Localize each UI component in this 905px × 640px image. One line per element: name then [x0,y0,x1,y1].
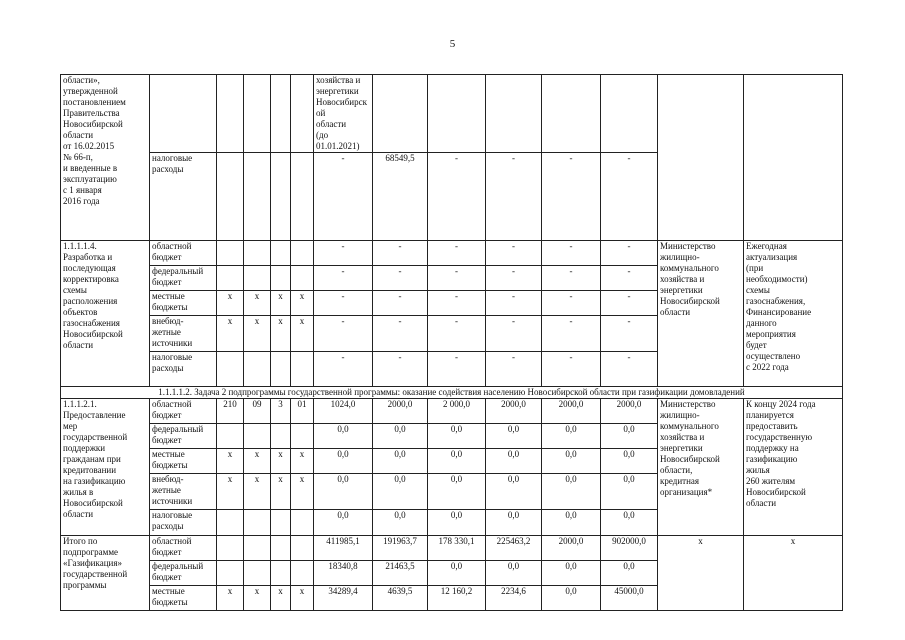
code-cell: х [244,449,271,474]
value-cell: 4639,5 [373,586,428,611]
value-cell: 0,0 [486,474,542,510]
value-cell: - [542,266,601,291]
value-cell: - [601,153,658,241]
code-cell [244,75,271,153]
funding-source: областной бюджет [150,241,217,266]
value-cell: 178 330,1 [428,536,486,561]
value-cell: - [486,291,542,316]
value-cell: 0,0 [373,474,428,510]
code-cell [217,241,244,266]
code-cell [271,241,291,266]
value-cell: - [428,153,486,241]
code-cell [244,241,271,266]
result-cell: х [744,536,843,611]
funding-source: федеральный бюджет [150,424,217,449]
value-cell: 0,0 [314,474,373,510]
value-cell: 191963,7 [373,536,428,561]
code-cell [244,536,271,561]
value-cell: 0,0 [601,474,658,510]
code-cell: х [244,586,271,611]
value-cell: - [373,266,428,291]
value-cell: 225463,2 [486,536,542,561]
funding-source: федеральный бюджет [150,561,217,586]
funding-source: областной бюджет [150,399,217,424]
total-name: Итого по подпрограмме «Газификация» государственной программы [61,536,150,611]
funding-source: местные бюджеты [150,449,217,474]
executor-cell: Министерство жилищно- коммунального хозяйства и энергетики Новосибирской области [658,241,744,387]
code-cell: 01 [291,399,314,424]
code-cell: х [271,449,291,474]
value-cell [428,75,486,153]
value-cell [486,75,542,153]
funding-source: налоговые расходы [150,352,217,387]
result-cell: Ежегодная актуализация (при необходимости) схемы газоснабжения, Финансирование данного мероприятия будет осуществлено с 2022 года [744,241,843,387]
code-cell: х [244,291,271,316]
program-table [60,74,843,611]
table-row [61,536,843,561]
value-cell: - [314,266,373,291]
code-cell [291,536,314,561]
code-cell [291,266,314,291]
funding-source: местные бюджеты [150,291,217,316]
funding-source: местные бюджеты [150,586,217,611]
funding-source [150,75,217,153]
value-cell: - [542,291,601,316]
value-cell: 0,0 [601,561,658,586]
code-cell [217,536,244,561]
code-cell [271,352,291,387]
measure-name-continued: области», утвержденной постановлением Правительства Новосибирской области от 16.02.2015 № 66-п, и введенные в эксплуатацию с 1 января 2016 года [61,75,150,241]
value-cell: - [373,352,428,387]
code-cell [244,352,271,387]
value-cell: 0,0 [314,449,373,474]
code-cell: х [291,291,314,316]
code-cell [244,424,271,449]
value-cell: 21463,5 [373,561,428,586]
task-header: 1.1.1.1.2. Задача 2 подпрограммы государственной программы: оказание содействия населению Новосибирской области при газификации домовладений [61,387,843,399]
value-cell: - [428,316,486,352]
code-cell: х [217,316,244,352]
code-cell: х [291,449,314,474]
code-cell [291,75,314,153]
value-cell: 68549,5 [373,153,428,241]
code-cell: х [291,474,314,510]
value-cell: - [314,241,373,266]
value-cell: - [486,241,542,266]
value-cell: - [486,316,542,352]
table-row [61,75,843,153]
code-cell [217,510,244,536]
code-cell: х [217,474,244,510]
value-cell: 902000,0 [601,536,658,561]
executor-continued: хозяйства и энергетики Новосибирской области (до 01.01.2021) [314,75,373,153]
value-cell: 34289,4 [314,586,373,611]
code-cell [271,266,291,291]
value-cell: - [601,266,658,291]
code-cell [291,510,314,536]
value-cell: 0,0 [314,510,373,536]
code-cell: х [291,316,314,352]
funding-source: налоговые расходы [150,153,217,241]
value-cell: - [428,291,486,316]
code-cell [271,536,291,561]
value-cell: 2000,0 [542,536,601,561]
value-cell: - [542,352,601,387]
value-cell [373,75,428,153]
code-cell [271,75,291,153]
code-cell [244,266,271,291]
value-cell: - [428,266,486,291]
code-cell [291,241,314,266]
value-cell: 0,0 [542,474,601,510]
code-cell: 210 [217,399,244,424]
value-cell: 0,0 [373,424,428,449]
value-cell: 18340,8 [314,561,373,586]
code-cell [291,153,314,241]
code-cell [217,561,244,586]
page-number: 5 [449,38,456,50]
code-cell [291,424,314,449]
funding-source: областной бюджет [150,536,217,561]
code-cell: х [217,586,244,611]
value-cell: - [428,241,486,266]
code-cell: х [217,449,244,474]
code-cell: х [271,474,291,510]
result-cell: К концу 2024 года планируется предоставить государственную поддержку на газификацию жилья 260 жителям Новосибирской области [744,399,843,536]
value-cell: - [314,153,373,241]
value-cell: - [373,241,428,266]
value-cell: - [486,266,542,291]
value-cell: 0,0 [373,510,428,536]
value-cell [601,75,658,153]
value-cell: 1024,0 [314,399,373,424]
code-cell [271,561,291,586]
value-cell: 0,0 [428,510,486,536]
value-cell: - [542,153,601,241]
value-cell: 0,0 [542,510,601,536]
code-cell [244,153,271,241]
code-cell [244,561,271,586]
funding-source: налоговые расходы [150,510,217,536]
measure-name: 1.1.1.2.1. Предоставление мер государственной поддержки гражданам при кредитовании на газификацию жилья в Новосибирской области [61,399,150,536]
measure-name: 1.1.1.1.4. Разработка и последующая корректировка схемы расположения объектов газоснабжения Новосибирской области [61,241,150,387]
value-cell: 0,0 [486,424,542,449]
value-cell: 0,0 [542,586,601,611]
result-cell [744,75,843,241]
value-cell: 2000,0 [601,399,658,424]
value-cell: - [601,241,658,266]
value-cell: 0,0 [428,424,486,449]
funding-source: федеральный бюджет [150,266,217,291]
value-cell: 0,0 [486,510,542,536]
code-cell: х [271,316,291,352]
value-cell: 0,0 [542,449,601,474]
code-cell: х [271,291,291,316]
code-cell: х [244,474,271,510]
value-cell: 12 160,2 [428,586,486,611]
value-cell: 0,0 [428,449,486,474]
code-cell: 3 [271,399,291,424]
value-cell: - [314,291,373,316]
funding-source: внебюд- жетные источники [150,474,217,510]
value-cell: 0,0 [542,424,601,449]
value-cell: - [373,291,428,316]
value-cell: 0,0 [373,449,428,474]
table-body [61,75,843,611]
value-cell: - [486,352,542,387]
code-cell [244,510,271,536]
value-cell: 2 000,0 [428,399,486,424]
value-cell: - [601,291,658,316]
code-cell [271,153,291,241]
value-cell: 0,0 [542,561,601,586]
code-cell: х [271,586,291,611]
code-cell [291,561,314,586]
value-cell: 0,0 [428,474,486,510]
value-cell: - [314,316,373,352]
executor-cell [658,75,744,241]
value-cell: - [314,352,373,387]
value-cell: 2234,6 [486,586,542,611]
code-cell [217,266,244,291]
table-row [61,387,843,399]
table-row [61,399,843,424]
code-cell [271,424,291,449]
value-cell [542,75,601,153]
code-cell: 09 [244,399,271,424]
value-cell: 0,0 [601,510,658,536]
code-cell: х [291,586,314,611]
value-cell: 45000,0 [601,586,658,611]
code-cell: х [244,316,271,352]
code-cell [217,352,244,387]
value-cell: 0,0 [428,561,486,586]
code-cell [271,510,291,536]
value-cell: 0,0 [314,424,373,449]
value-cell: 0,0 [601,449,658,474]
value-cell: 2000,0 [373,399,428,424]
value-cell: 0,0 [486,449,542,474]
code-cell [291,352,314,387]
table-row [61,241,843,266]
value-cell: - [486,153,542,241]
value-cell: 0,0 [486,561,542,586]
value-cell: - [601,352,658,387]
value-cell: - [542,316,601,352]
executor-cell: Министерство жилищно- коммунального хозяйства и энергетики Новосибирской области, кредитная организация* [658,399,744,536]
value-cell: 2000,0 [542,399,601,424]
value-cell: 0,0 [601,424,658,449]
executor-cell: х [658,536,744,611]
code-cell: х [217,291,244,316]
value-cell: - [601,316,658,352]
value-cell: - [373,316,428,352]
code-cell [217,153,244,241]
value-cell: 411985,1 [314,536,373,561]
code-cell [217,75,244,153]
funding-source: внебюд- жетные источники [150,316,217,352]
value-cell: 2000,0 [486,399,542,424]
value-cell: - [542,241,601,266]
code-cell [217,424,244,449]
value-cell: - [428,352,486,387]
